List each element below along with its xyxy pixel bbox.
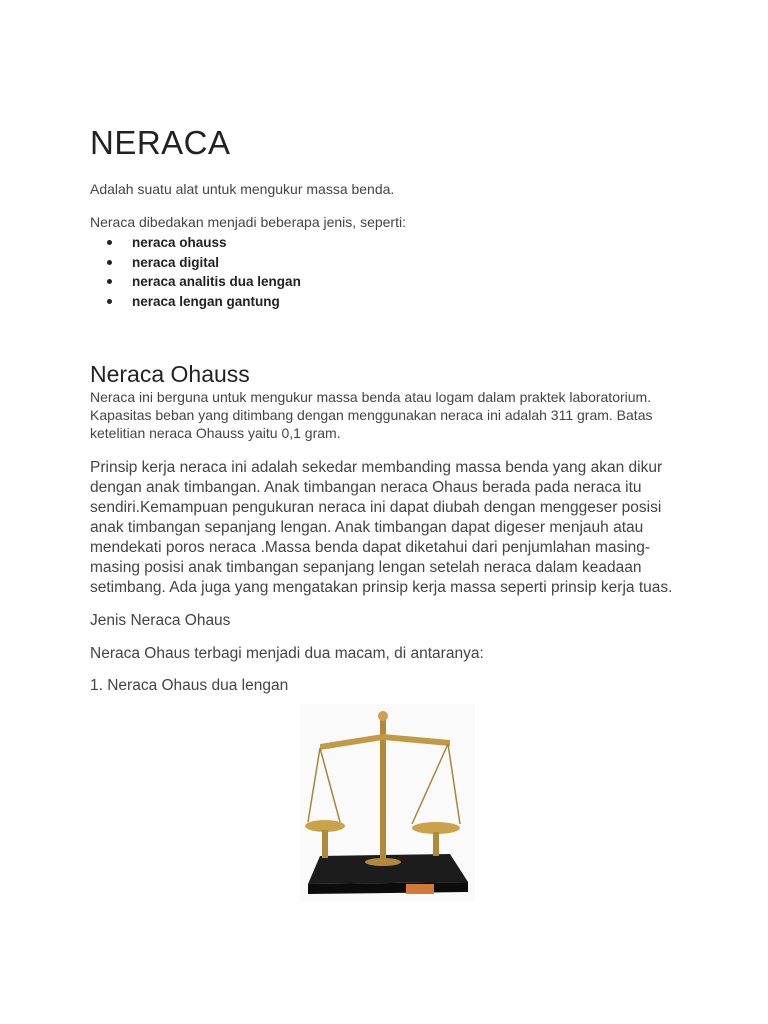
list-item-1: 1. Neraca Ohaus dua lengan [90, 677, 289, 694]
list-item: neraca ohauss [90, 233, 301, 253]
subheading: Jenis Neraca Ohaus [90, 612, 231, 629]
list-item: neraca lengan gantung [90, 292, 301, 312]
page-title: NERACA [90, 124, 231, 161]
text-line: Kapasitas beban yang ditimbang dengan menggunakan neraca ini adalah 311 gram. Batas [90, 407, 653, 423]
types-intro: Neraca dibedakan menjadi beberapa jenis, seperti: [90, 214, 406, 230]
text-line: anak timbangan sepanjang lengan. Anak timbangan dapat digeser menjauh atau [90, 519, 644, 536]
text-line: masing posisi anak timbangan sepanjang lengan setelah neraca dalam keadaan [90, 559, 642, 576]
paragraph-1 [90, 388, 652, 442]
intro-text: Adalah suatu alat untuk mengukur massa benda. [90, 181, 395, 197]
paragraph-3: Neraca Ohaus terbagi menjadi dua macam, di antaranya: [90, 645, 484, 662]
text-line: mendekati poros neraca .Massa benda dapat diketahui dari penjumlahan masing- [90, 539, 651, 556]
list-item: neraca analitis dua lengan [90, 272, 301, 292]
list-item: neraca digital [90, 253, 301, 273]
section-heading: Neraca Ohauss [90, 361, 250, 387]
balance-scale-image [300, 704, 475, 902]
types-list [90, 233, 301, 311]
text-line: ketelitian neraca Ohauss yaitu 0,1 gram. [90, 425, 341, 441]
text-line: setimbang. Ada juga yang mengatakan prinsip kerja massa seperti prinsip kerja tuas. [90, 579, 673, 596]
text-line: dengan anak timbangan. Anak timbangan neraca Ohaus berada pada neraca itu [90, 479, 642, 496]
text-line: Neraca ini berguna untuk mengukur massa benda atau logam dalam praktek laboratorium. [90, 389, 652, 405]
paragraph-2 [90, 458, 672, 598]
text-line: sendiri.Kemampuan pengukuran neraca ini dapat diubah dengan menggeser posisi [90, 499, 662, 516]
text-line: Prinsip kerja neraca ini adalah sekedar membanding massa benda yang akan dikur [90, 459, 663, 476]
